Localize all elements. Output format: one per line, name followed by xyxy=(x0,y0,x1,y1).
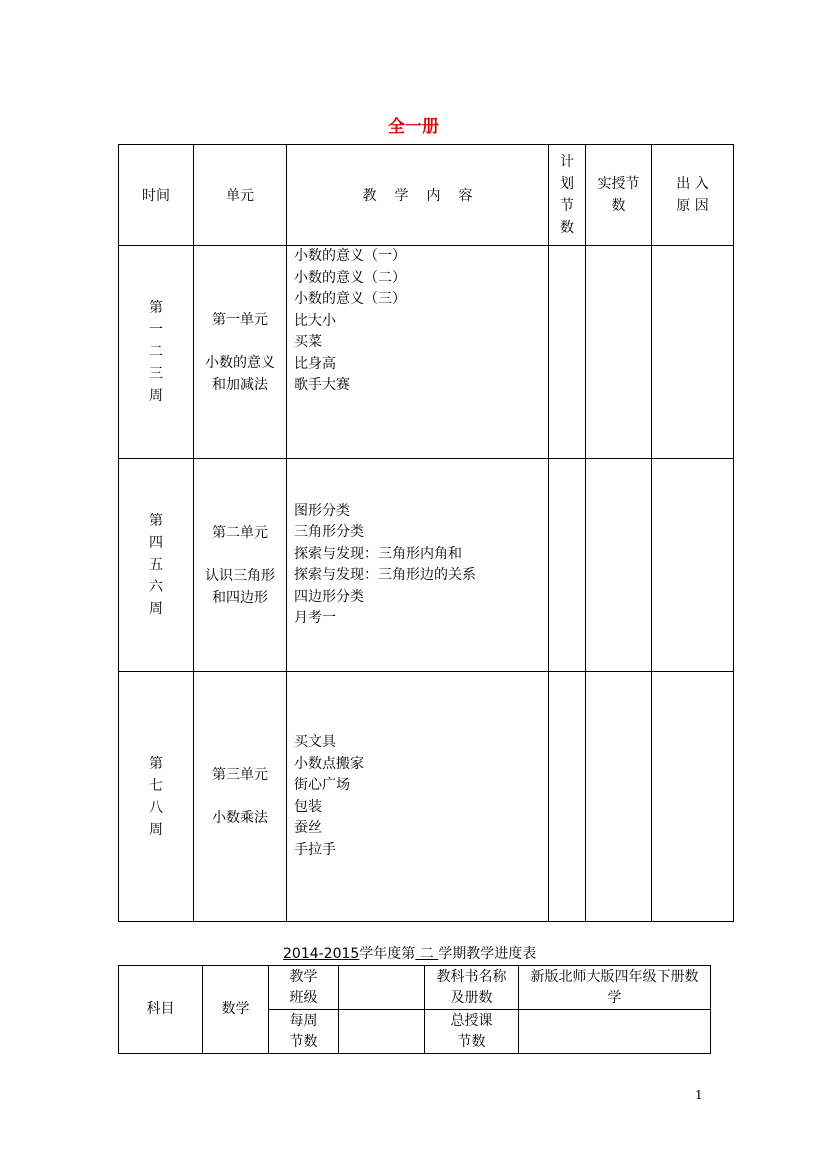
lesson-item: 买文具 xyxy=(294,734,336,750)
lesson-item: 蚕丝 xyxy=(294,820,322,836)
lesson-item: 买菜 xyxy=(294,334,322,350)
header-row xyxy=(119,145,734,246)
table-row xyxy=(119,672,734,922)
header-time: 时间 xyxy=(119,145,194,246)
lesson-item: 手拉手 xyxy=(294,841,336,858)
unit-cell: 第三单元 小数乘法 xyxy=(194,672,287,922)
weeks-cell: 第 七 八 周 xyxy=(119,672,194,922)
lesson-item: 街心广场 xyxy=(294,777,350,793)
lessons-cell xyxy=(287,672,549,922)
lesson-item: 探索与发现：三角形边的关系 xyxy=(294,567,476,583)
lesson-item: 小数的意义（二） xyxy=(294,269,406,286)
schedule-table xyxy=(118,144,734,922)
header-content: 教 学 内 容 xyxy=(287,145,549,246)
lesson-item: 包装 xyxy=(294,798,322,815)
class-value xyxy=(339,966,425,1010)
total-label: 总授课 节数 xyxy=(425,1010,519,1054)
lesson-item: 比大小 xyxy=(294,312,336,329)
lesson-item: 小数的意义（三） xyxy=(294,291,406,307)
lesson-item: 探索与发现：三角形内角和 xyxy=(294,545,462,562)
lessons-cell xyxy=(287,246,549,459)
weekly-label: 每周 节数 xyxy=(269,1010,339,1054)
class-label: 教学 班级 xyxy=(269,966,339,1010)
header-plan: 计 划 节 数 xyxy=(549,145,586,246)
header-reason: 出 入 原 因 xyxy=(652,145,734,246)
actual-cell xyxy=(586,672,652,922)
table-row xyxy=(119,246,734,459)
weeks-cell: 第 一 二 三 周 xyxy=(119,246,194,459)
header-actual: 实授节 数 xyxy=(586,145,652,246)
info-table xyxy=(118,965,711,1054)
schedule-caption: 2014-2015学年度第 二 学期教学进度表 xyxy=(283,946,537,962)
weekly-value xyxy=(339,1010,425,1054)
unit-cell: 第二单元 认识三角形 和四边形 xyxy=(194,459,287,672)
subject-value: 数学 xyxy=(203,966,269,1054)
plan-cell xyxy=(549,246,586,459)
lesson-item: 小数的意义（一） xyxy=(294,248,406,264)
lesson-item: 三角形分类 xyxy=(294,524,364,540)
page-number: 1 xyxy=(695,1088,703,1102)
lesson-item: 月考一 xyxy=(294,610,336,626)
reason-cell xyxy=(652,672,734,922)
plan-cell xyxy=(549,672,586,922)
lesson-item: 图形分类 xyxy=(294,502,350,519)
total-value xyxy=(519,1010,711,1054)
table-row xyxy=(119,459,734,672)
weeks-cell: 第 四 五 六 周 xyxy=(119,459,194,672)
page-title: 全一册 xyxy=(388,117,439,137)
lessons-cell xyxy=(287,459,549,672)
actual-cell xyxy=(586,459,652,672)
plan-cell xyxy=(549,459,586,672)
reason-cell xyxy=(652,246,734,459)
lesson-item: 歌手大赛 xyxy=(294,377,350,393)
textbook-label: 教科书名称 及册数 xyxy=(425,966,519,1010)
subject-label: 科目 xyxy=(119,966,203,1054)
reason-cell xyxy=(652,459,734,672)
lesson-item: 比身高 xyxy=(294,355,336,372)
header-unit: 单元 xyxy=(194,145,287,246)
lesson-item: 小数点搬家 xyxy=(294,755,364,772)
actual-cell xyxy=(586,246,652,459)
unit-cell: 第一单元 小数的意义 和加减法 xyxy=(194,246,287,459)
lesson-item: 四边形分类 xyxy=(294,588,364,605)
textbook-value: 新版北师大版四年级下册数 学 xyxy=(519,966,711,1010)
